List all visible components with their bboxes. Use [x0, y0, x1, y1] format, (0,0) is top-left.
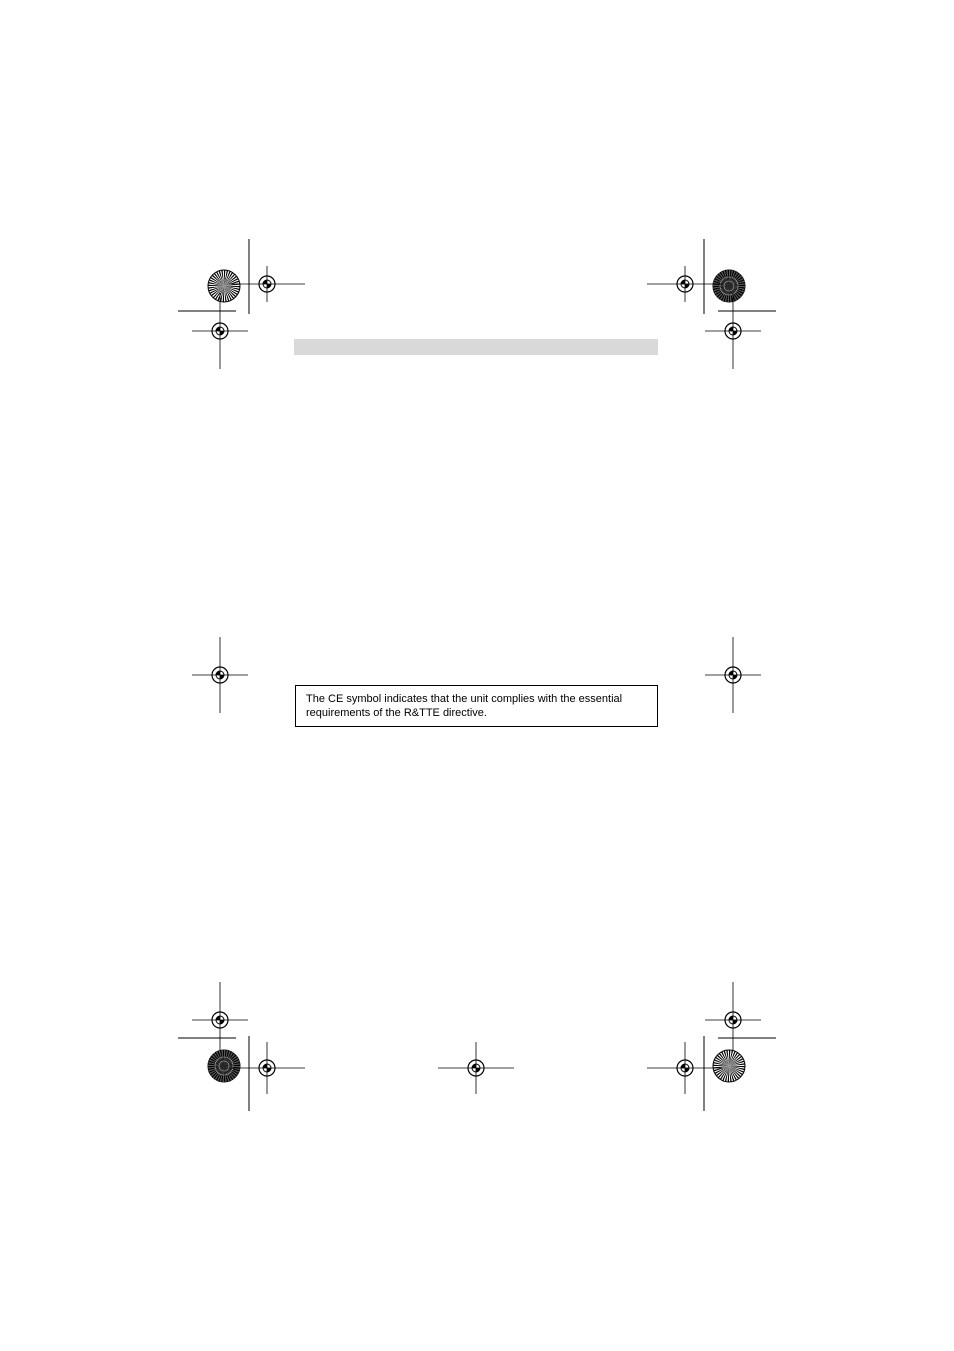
registration-mark-icon: [229, 1042, 305, 1094]
registration-mark-icon: [647, 266, 723, 302]
registration-mark-icon: [192, 637, 248, 713]
registration-mark-icon: [705, 637, 761, 713]
registration-mark-icon: [192, 982, 248, 1058]
registration-mark-icon: [438, 1042, 514, 1094]
header-bar: [294, 339, 658, 355]
starburst-target-icon: [208, 270, 240, 302]
registration-mark-icon: [229, 266, 305, 302]
ce-notice-text: The CE symbol indicates that the unit complies with the essential requirements of the R&TTE directive.: [306, 693, 623, 719]
starburst-target-icon: [713, 270, 745, 302]
registration-mark-icon: [192, 293, 248, 369]
starburst-target-icon: [713, 1050, 745, 1082]
ce-notice-box: [295, 685, 658, 727]
registration-mark-icon: [647, 1042, 723, 1094]
starburst-target-icon: [208, 1050, 240, 1082]
registration-mark-icon: [705, 293, 761, 369]
registration-mark-icon: [705, 982, 761, 1058]
